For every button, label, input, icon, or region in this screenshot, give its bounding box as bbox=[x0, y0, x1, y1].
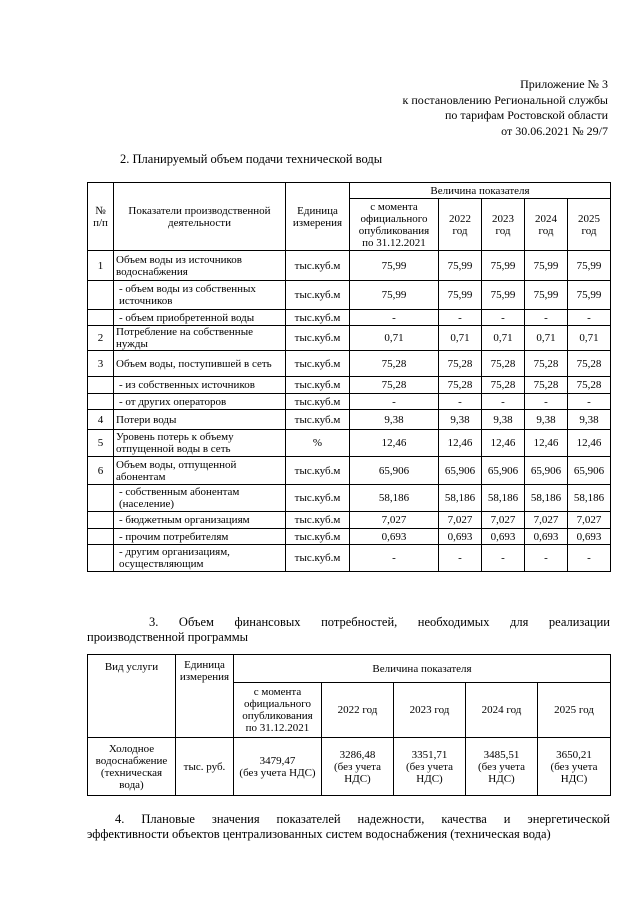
t2-value-cell bbox=[234, 738, 322, 796]
header-line-2: к постановлению Региональной службы bbox=[402, 92, 608, 107]
row-value: 75,99 bbox=[525, 251, 568, 281]
row-value: - bbox=[350, 394, 439, 410]
row-value: 7,027 bbox=[482, 512, 525, 529]
t2-value-cell bbox=[322, 738, 394, 796]
row-unit: тыс.куб.м bbox=[286, 529, 350, 545]
row-value: 0,693 bbox=[439, 529, 482, 545]
t2-header-unit: Единица измерения bbox=[176, 655, 234, 738]
row-value: 65,906 bbox=[568, 457, 611, 485]
t2-service-unit: тыс. руб. bbox=[176, 738, 234, 796]
row-indicator: Объем воды, поступившей в сеть bbox=[114, 351, 286, 377]
row-value: 12,46 bbox=[482, 430, 525, 457]
row-value: 75,28 bbox=[350, 377, 439, 394]
header-line-1: Приложение № 3 bbox=[520, 77, 608, 91]
t2-service-name: Холодное водоснабжение (техническая вода) bbox=[88, 738, 176, 796]
t2-header-value: Величина показателя bbox=[234, 655, 611, 683]
section-3-title bbox=[87, 615, 610, 645]
table-row bbox=[88, 394, 611, 410]
row-value: 0,693 bbox=[568, 529, 611, 545]
row-indicator: - прочим потребителям bbox=[114, 529, 286, 545]
document-header bbox=[403, 77, 608, 139]
row-value: 75,28 bbox=[439, 377, 482, 394]
row-value: 9,38 bbox=[525, 410, 568, 430]
row-value: 7,027 bbox=[525, 512, 568, 529]
row-indicator: - другим организациям, осуществляющим bbox=[114, 545, 286, 572]
row-indicator: Потребление на собственные нужды bbox=[114, 326, 286, 351]
table-row bbox=[88, 310, 611, 326]
row-unit: тыс.куб.м bbox=[286, 410, 350, 430]
row-unit: тыс.куб.м bbox=[286, 251, 350, 281]
row-value: 75,28 bbox=[350, 351, 439, 377]
row-value: 7,027 bbox=[350, 512, 439, 529]
row-num bbox=[88, 394, 114, 410]
section-3-line-1: 3. Объем финансовых потребностей, необходимых для реализации bbox=[149, 615, 610, 629]
row-unit: тыс.куб.м bbox=[286, 545, 350, 572]
row-value: 75,99 bbox=[568, 281, 611, 310]
table1-body bbox=[88, 251, 611, 572]
row-value: 75,28 bbox=[568, 377, 611, 394]
row-value: 75,28 bbox=[525, 351, 568, 377]
row-value: 58,186 bbox=[482, 485, 525, 512]
section-4-line-2: эффективности объектов централизованных систем водоснабжения (техническая вода) bbox=[87, 827, 551, 841]
row-value: - bbox=[525, 545, 568, 572]
t2-note: (без учета НДС) bbox=[406, 760, 453, 785]
row-value: - bbox=[482, 394, 525, 410]
row-indicator: Объем воды, отпущенной абонентам bbox=[114, 457, 286, 485]
t2-note: (без учета НДС) bbox=[334, 760, 381, 785]
table-row bbox=[88, 529, 611, 545]
row-unit: % bbox=[286, 430, 350, 457]
t2-value: 3351,71 bbox=[411, 748, 448, 761]
row-num bbox=[88, 281, 114, 310]
row-value: 75,28 bbox=[482, 351, 525, 377]
row-value: 0,71 bbox=[350, 326, 439, 351]
row-unit: тыс.куб.м bbox=[286, 281, 350, 310]
t2-value: 3286,48 bbox=[339, 748, 376, 761]
row-value: 58,186 bbox=[525, 485, 568, 512]
row-value: 58,186 bbox=[439, 485, 482, 512]
row-unit: тыс.куб.м bbox=[286, 377, 350, 394]
col-header-value: Величина показателя bbox=[350, 183, 611, 199]
row-num: 4 bbox=[88, 410, 114, 430]
row-value: - bbox=[439, 545, 482, 572]
col-header-year: 2022 год bbox=[439, 199, 482, 251]
row-unit: тыс.куб.м bbox=[286, 457, 350, 485]
row-value: 65,906 bbox=[439, 457, 482, 485]
row-value: 75,99 bbox=[350, 281, 439, 310]
t2-value-cell bbox=[394, 738, 466, 796]
col-header-year: 2024 год bbox=[525, 199, 568, 251]
t2-note: (без учета НДС) bbox=[478, 760, 525, 785]
row-indicator: - из собственных источников bbox=[114, 377, 286, 394]
row-indicator: - объем воды из собственных источников bbox=[114, 281, 286, 310]
row-value: 12,46 bbox=[568, 430, 611, 457]
table-row bbox=[88, 326, 611, 351]
col-header-year: 2023 год bbox=[482, 199, 525, 251]
row-num bbox=[88, 310, 114, 326]
row-value: - bbox=[439, 394, 482, 410]
row-unit: тыс.куб.м bbox=[286, 512, 350, 529]
row-value: 0,71 bbox=[568, 326, 611, 351]
row-value: 0,693 bbox=[525, 529, 568, 545]
row-value: 9,38 bbox=[350, 410, 439, 430]
row-value: - bbox=[568, 545, 611, 572]
row-unit: тыс.куб.м bbox=[286, 310, 350, 326]
row-value: 0,693 bbox=[350, 529, 439, 545]
row-num bbox=[88, 485, 114, 512]
t2-value: 3650,21 bbox=[556, 748, 592, 761]
header-line-4: от 30.06.2021 № 29/7 bbox=[501, 123, 608, 138]
row-value: - bbox=[482, 310, 525, 326]
t2-header-year: 2024 год bbox=[466, 683, 538, 738]
table-row bbox=[88, 377, 611, 394]
col-header-indicator: Показатели производственной деятельности bbox=[114, 183, 286, 251]
row-num bbox=[88, 529, 114, 545]
row-indicator: - бюджетным организациям bbox=[114, 512, 286, 529]
t2-note: (без учета НДС) bbox=[239, 766, 316, 779]
row-value: 75,99 bbox=[439, 251, 482, 281]
row-value: 58,186 bbox=[350, 485, 439, 512]
row-indicator: - объем приобретенной воды bbox=[114, 310, 286, 326]
header-line-3: по тарифам Ростовской области bbox=[444, 108, 608, 122]
row-value: 12,46 bbox=[350, 430, 439, 457]
row-indicator: Уровень потерь к объему отпущенной воды в сеть bbox=[114, 430, 286, 457]
section-4-line-1: 4. Плановые значения показателей надежности, качества и энергетической bbox=[115, 812, 610, 826]
row-num: 6 bbox=[88, 457, 114, 485]
row-value: - bbox=[482, 545, 525, 572]
row-value: 65,906 bbox=[350, 457, 439, 485]
table-row bbox=[88, 281, 611, 310]
t2-header-year: 2025 год bbox=[538, 683, 611, 738]
row-value: 75,99 bbox=[439, 281, 482, 310]
row-indicator: Потери воды bbox=[114, 410, 286, 430]
col-header-since: с момента официального опубликования по 31.12.2021 bbox=[350, 199, 439, 251]
table-row bbox=[88, 512, 611, 529]
col-header-year: 2025 год bbox=[568, 199, 611, 251]
table-row bbox=[88, 457, 611, 485]
row-num: 2 bbox=[88, 326, 114, 351]
row-value: 75,99 bbox=[350, 251, 439, 281]
col-header-unit: Единица измерения bbox=[286, 183, 350, 251]
row-unit: тыс.куб.м bbox=[286, 394, 350, 410]
row-indicator: - от других операторов bbox=[114, 394, 286, 410]
row-value: 75,28 bbox=[482, 377, 525, 394]
t2-value-cell bbox=[466, 738, 538, 796]
table-row bbox=[88, 251, 611, 281]
row-num bbox=[88, 545, 114, 572]
row-num: 1 bbox=[88, 251, 114, 281]
t2-note: (без учета НДС) bbox=[550, 760, 598, 785]
table-row bbox=[88, 485, 611, 512]
row-value: 75,28 bbox=[568, 351, 611, 377]
row-unit: тыс.куб.м bbox=[286, 326, 350, 351]
section-2-title: 2. Планируемый объем подачи технической воды bbox=[120, 152, 383, 166]
row-value: 65,906 bbox=[525, 457, 568, 485]
financial-needs-table bbox=[87, 654, 611, 796]
row-value: 9,38 bbox=[439, 410, 482, 430]
row-value: 9,38 bbox=[482, 410, 525, 430]
row-value: 75,28 bbox=[439, 351, 482, 377]
row-unit: тыс.куб.м bbox=[286, 485, 350, 512]
row-value: 7,027 bbox=[439, 512, 482, 529]
row-value: 12,46 bbox=[525, 430, 568, 457]
row-value: - bbox=[568, 310, 611, 326]
row-value: 75,28 bbox=[525, 377, 568, 394]
row-value: 75,99 bbox=[568, 251, 611, 281]
row-num: 3 bbox=[88, 351, 114, 377]
row-value: 0,693 bbox=[482, 529, 525, 545]
row-num bbox=[88, 377, 114, 394]
table-row bbox=[88, 351, 611, 377]
row-value: - bbox=[525, 394, 568, 410]
row-indicator: - собственным абонентам (население) bbox=[114, 485, 286, 512]
row-value: - bbox=[439, 310, 482, 326]
water-volume-table bbox=[87, 182, 611, 572]
row-num bbox=[88, 512, 114, 529]
t2-header-service: Вид услуги bbox=[88, 655, 176, 738]
t2-header-year: 2022 год bbox=[322, 683, 394, 738]
row-value: 9,38 bbox=[568, 410, 611, 430]
section-3-line-2: производственной программы bbox=[87, 630, 249, 644]
row-value: 12,46 bbox=[439, 430, 482, 457]
row-value: 0,71 bbox=[525, 326, 568, 351]
t2-header-since: с момента официального опубликования по 31.12.2021 bbox=[234, 683, 322, 738]
row-value: - bbox=[568, 394, 611, 410]
row-value: 58,186 bbox=[568, 485, 611, 512]
t2-header-year: 2023 год bbox=[394, 683, 466, 738]
row-value: 75,99 bbox=[525, 281, 568, 310]
row-value: 0,71 bbox=[439, 326, 482, 351]
t2-value-cell bbox=[538, 738, 611, 796]
row-value: 0,71 bbox=[482, 326, 525, 351]
row-value: 75,99 bbox=[482, 281, 525, 310]
row-indicator: Объем воды из источников водоснабжения bbox=[114, 251, 286, 281]
row-value: 65,906 bbox=[482, 457, 525, 485]
row-value: 75,99 bbox=[482, 251, 525, 281]
section-4-title bbox=[87, 812, 610, 842]
table-row bbox=[88, 430, 611, 457]
row-value: - bbox=[350, 310, 439, 326]
t2-value: 3485,51 bbox=[483, 748, 520, 761]
row-num: 5 bbox=[88, 430, 114, 457]
table-row bbox=[88, 410, 611, 430]
row-value: 7,027 bbox=[568, 512, 611, 529]
row-value: - bbox=[350, 545, 439, 572]
table-row bbox=[88, 545, 611, 572]
col-header-num: № п/п bbox=[88, 183, 114, 251]
row-value: - bbox=[525, 310, 568, 326]
row-unit: тыс.куб.м bbox=[286, 351, 350, 377]
t2-value: 3479,47 bbox=[259, 754, 296, 767]
